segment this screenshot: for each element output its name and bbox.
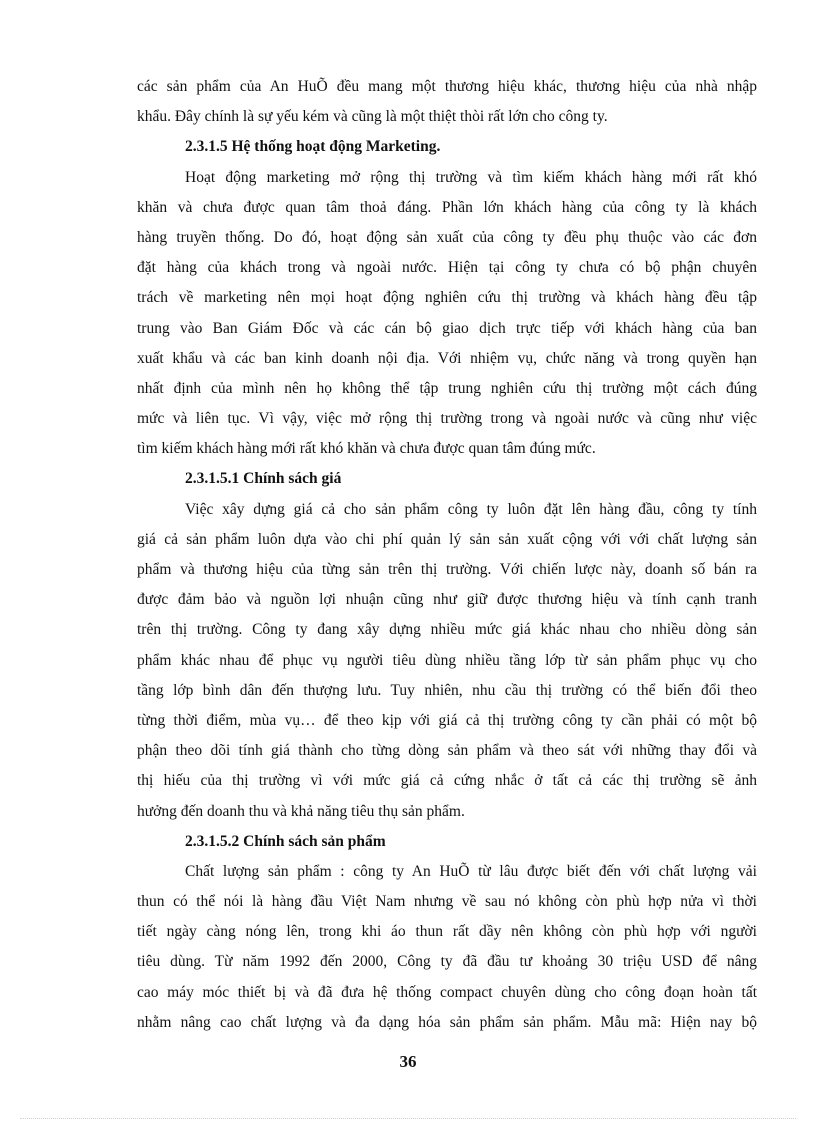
text-line: tầng lớp bình dân đến thượng lưu. Tuy nhiên, nhu cầu thị trường có thể biến đổi theo <box>137 681 757 699</box>
text-line: khẩu. Đây chính là sự yếu kém và cũng là một thiệt thòi rất lớn cho công ty. <box>137 108 608 126</box>
text-line: xuất khẩu và các ban kinh doanh nội địa. Với nhiệm vụ, chức năng và trong quyền hạn <box>137 349 757 367</box>
text-line: khăn và chưa được quan tâm thoả đáng. Phần lớn khách hàng của công ty là khách <box>137 198 757 216</box>
text-line: các sản phẩm của An HuÕ đều mang một thương hiệu khác, thương hiệu của nhà nhập <box>137 78 757 95</box>
section-heading-product: 2.3.1.5.2 Chính sách sản phẩm <box>185 832 386 850</box>
text-line: đặt hàng của khách trong và ngoài nước. Hiện tại công ty chưa có bộ phận chuyên <box>137 259 757 277</box>
text-line: Việc xây dựng giá cả cho sản phẩm công ty luôn đặt lên hàng đầu, công ty tính <box>185 500 757 518</box>
text-line: giá cả sản phẩm luôn dựa vào chi phí quản lý sản sản xuất cộng với với chất lượng sản <box>137 530 757 548</box>
section-heading-marketing: 2.3.1.5 Hệ thống hoạt động Marketing. <box>185 138 441 156</box>
footer-divider <box>20 1118 796 1119</box>
text-line: trách về marketing nên mọi hoạt động nghiên cứu thị trường và khách hàng đều tập <box>137 289 757 307</box>
text-line: Chất lượng sản phẩm : công ty An HuÕ từ lâu được biết đến với chất lượng vải <box>185 862 757 880</box>
text-line: trên thị trường. Công ty đang xây dựng nhiều mức giá khác nhau cho nhiều dòng sản <box>137 621 757 639</box>
text-line: phẩm khác nhau để phục vụ người tiêu dùng nhiều tầng lớp từ sản phẩm phục vụ cho <box>137 651 757 669</box>
text-line: thun có thể nói là hàng đầu Việt Nam nhưng về sau nó không còn phù hợp nửa vì thời <box>137 893 757 911</box>
text-line: thị hiếu của thị trường vì với mức giá cả cứng nhắc ở tất cả các thị trường sẽ ảnh <box>137 772 757 790</box>
paragraph-continuation <box>137 72 757 132</box>
text-line: phẩm và thương hiệu của từng sản trên thị trường. Với chiến lược này, doanh số bán ra <box>137 561 757 578</box>
page-number: 36 <box>399 1052 417 1071</box>
text-line: nhằm nâng cao chất lượng và đa dạng hóa sản phẩm sản phẩm. Mẫu mã: Hiện nay bộ <box>137 1013 757 1031</box>
text-line: từng thời điểm, mùa vụ… để theo kịp với giá cả thị trường công ty cần phải có một bộ <box>137 711 757 729</box>
paragraph-pricing <box>137 495 757 827</box>
paragraph-product <box>137 857 757 1038</box>
paragraph-marketing <box>137 163 757 465</box>
text-line: hàng truyền thống. Do đó, hoạt động sản xuất của công ty đều phụ thuộc vào các đơn <box>137 228 757 246</box>
text-line: Hoạt động marketing mở rộng thị trường và tìm kiếm khách hàng mới rất khó <box>185 168 757 186</box>
text-line: nhất định của mình nên họ không thể tập trung nghiên cứu thị trường một cách đúng <box>137 379 757 397</box>
text-line: tìm kiếm khách hàng mới rất khó khăn và chưa được quan tâm đúng mức. <box>137 440 596 458</box>
text-line: cao máy móc thiết bị và đã đưa hệ thống compact chuyên dùng cho công đoạn hoàn tất <box>137 983 757 1001</box>
page-body <box>137 72 757 1038</box>
text-line: mức và liên tục. Vì vậy, việc mở rộng thị trường trong và ngoài nước và cũng như việc <box>137 410 757 428</box>
text-line: tiết ngày càng nóng lên, trong khi áo thun rất dầy nên không còn phù hợp với người <box>137 923 757 941</box>
text-line: được đảm bảo và nguồn lợi nhuận cũng như giữ được thương hiệu và tính cạnh tranh <box>137 591 757 609</box>
text-line: tiêu dùng. Từ năm 1992 đến 2000, Công ty đã đầu tư khoảng 30 triệu USD để nâng <box>137 953 757 971</box>
text-line: trung vào Ban Giám Đốc và các cán bộ giao dịch trực tiếp với khách hàng của ban <box>137 319 757 337</box>
section-heading-pricing: 2.3.1.5.1 Chính sách giá <box>185 470 342 488</box>
text-line: phận theo dõi tính giá thành cho từng dòng sản phẩm và theo sát với những thay đổi và <box>137 742 757 760</box>
text-line: hưởng đến doanh thu và khả năng tiêu thụ sản phẩm. <box>137 802 465 820</box>
